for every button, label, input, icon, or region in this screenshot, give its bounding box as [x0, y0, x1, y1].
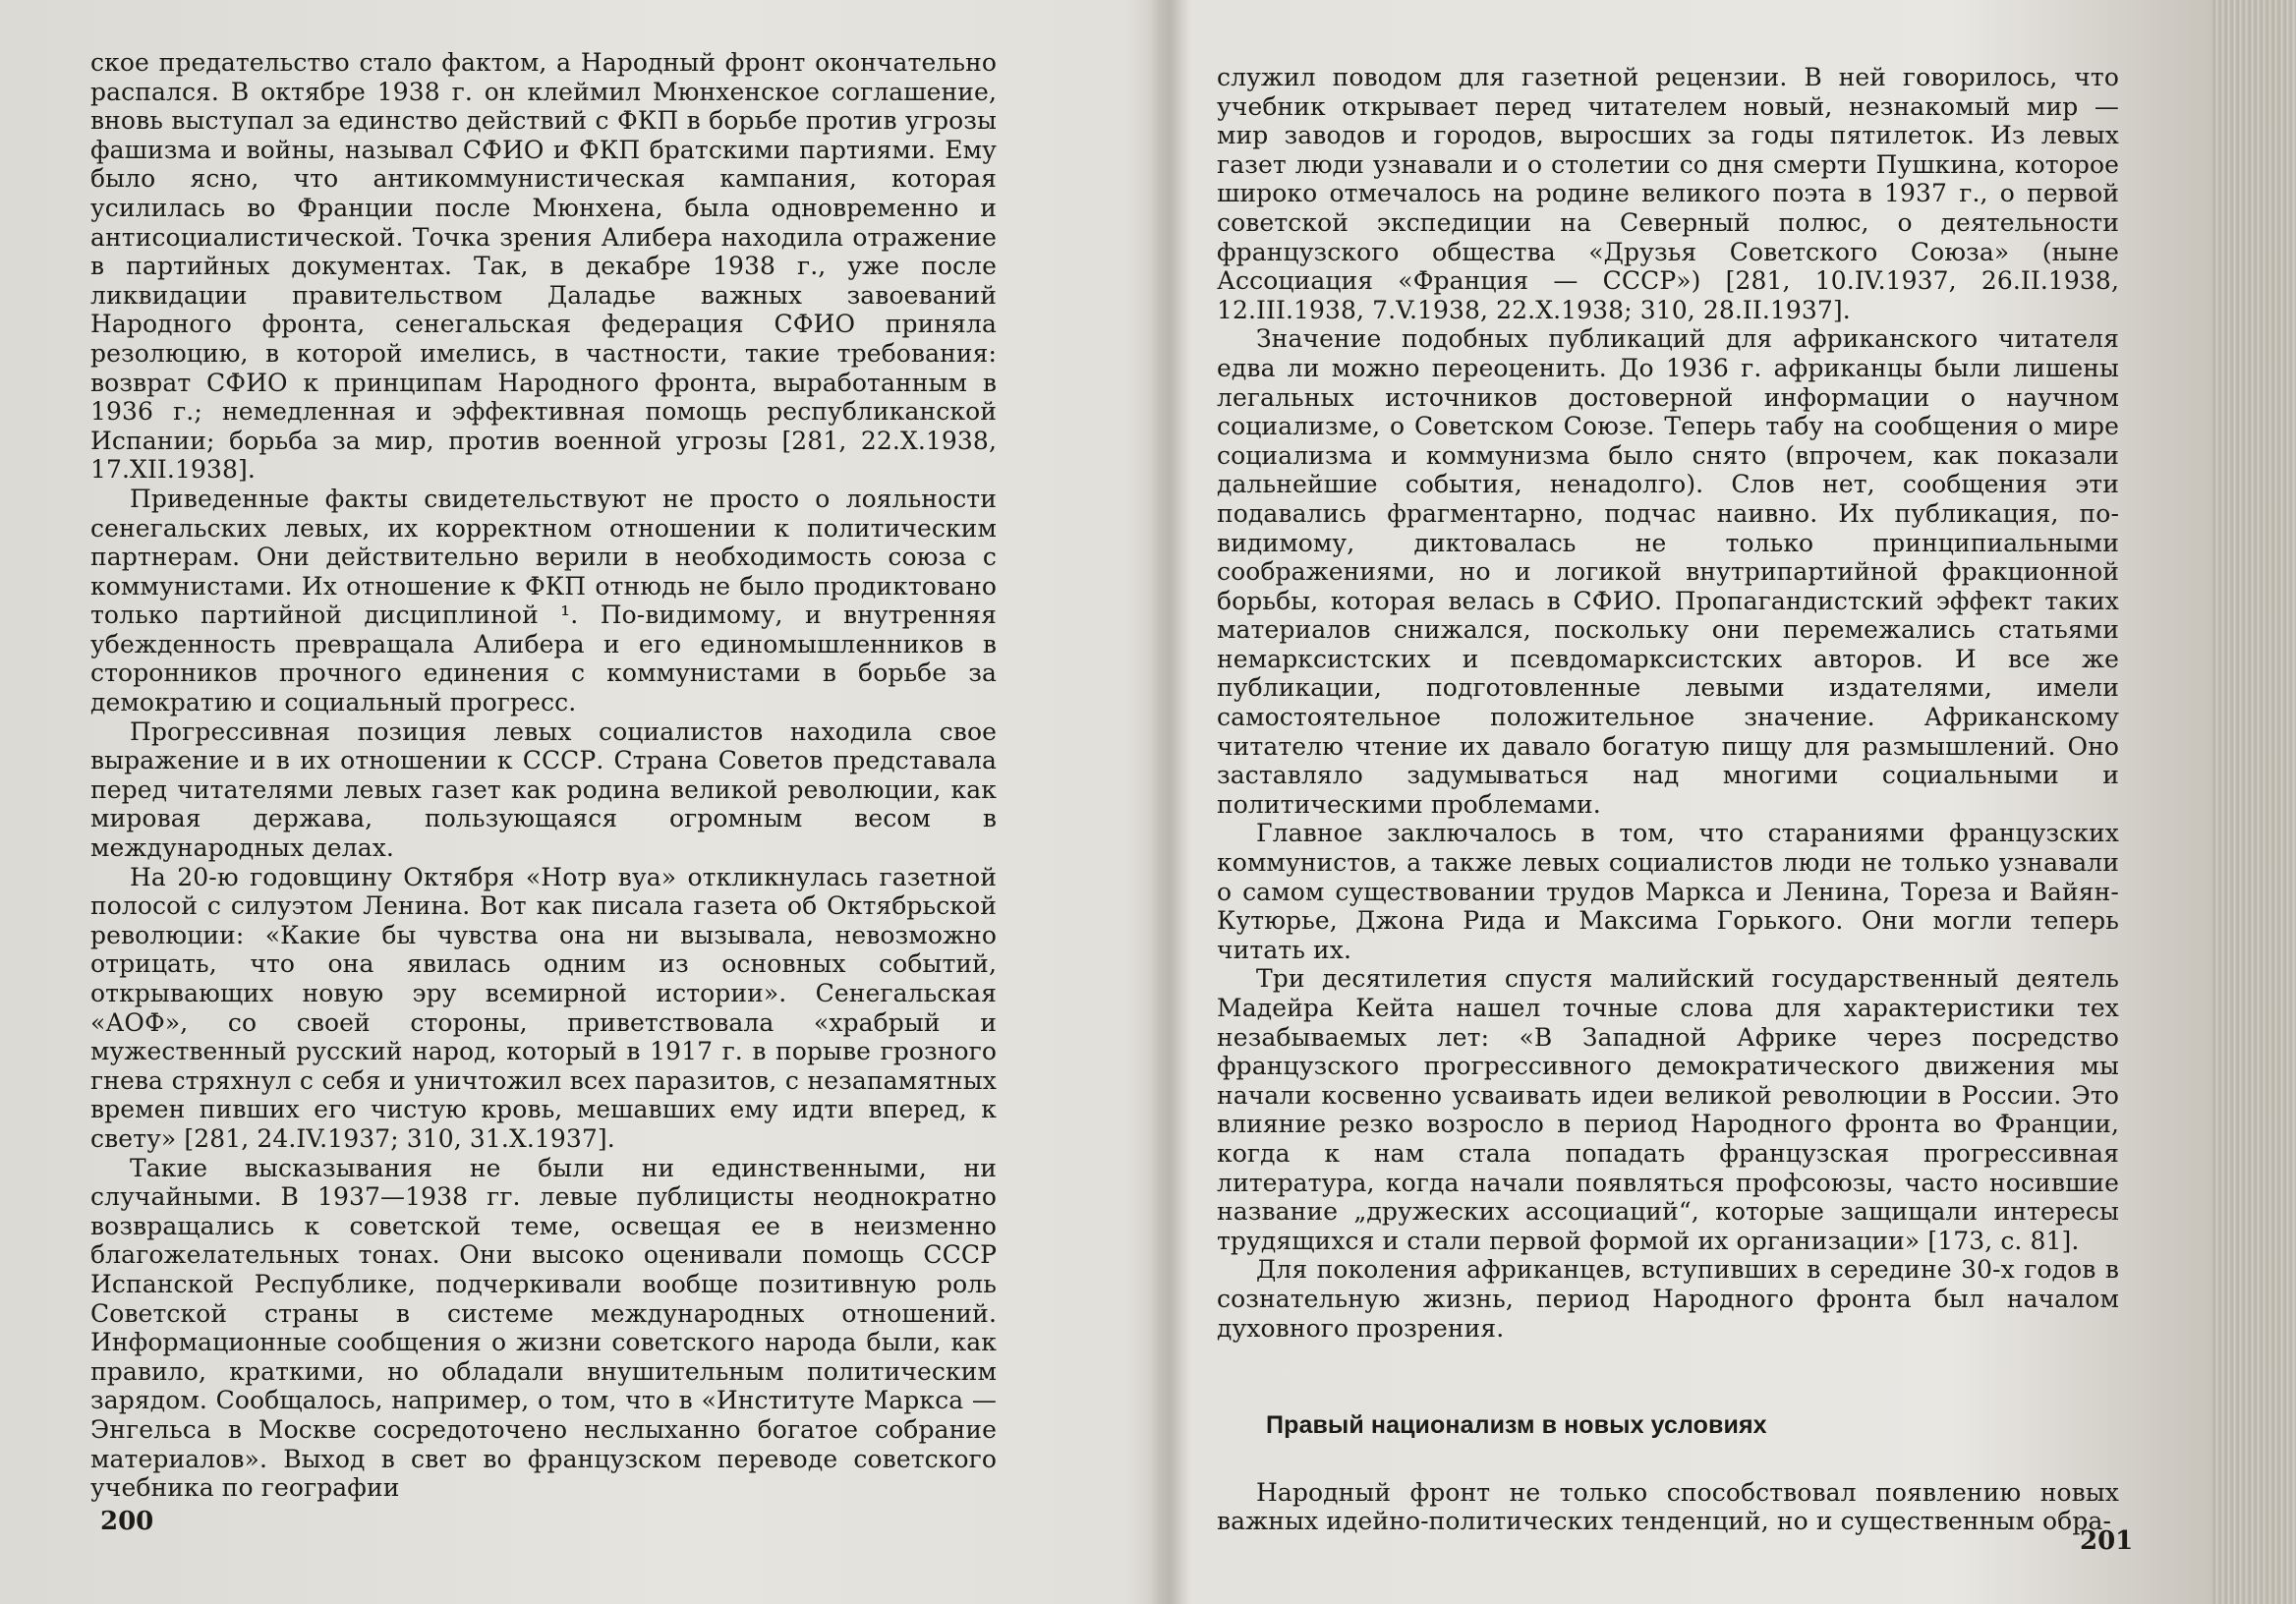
book-gutter [1150, 0, 1189, 1604]
paragraph: ское предательство стало фактом, а Народный фронт окончательно распался. В октябре 1938 г. он клеймил Мюнхенское соглашение, вновь выступал за единство действий с ФКП в борьбе против угрозы фашизма и войны, называл СФИО и ФКП братскими партиями. Ему было ясно, что антикоммунистическая кампания, которая усилилась во Франции после Мюнхена, была одновременно и антисоциалистической. Точка зрения Алибера находила отражение в партийных документах. Так, в декабре 1938 г., уже после ликвидации правительством Даладье важных завоеваний Народного фронта, сенегальская федерация СФИО приняла резолюцию, в которой имелись, в частности, такие требования: возврат СФИО к принципам Народного фронта, выработанным в 1936 г.; немедленная и эффективная помощь республиканской Испании; борьба за мир, против военной угрозы [281, 22.X.1938, 17.XII.1938]. [90, 48, 997, 485]
section-heading: Правый национализм в новых условиях [1266, 1411, 1767, 1440]
paragraph: Прогрессивная позиция левых социалистов находила свое выражение и в их отношении к СССР. Страна Советов представала перед читателями левых газет как родина великой революции, как мировая держава, пользующаяся огромным весом в международных делах. [90, 716, 997, 863]
paragraph: Главное заключалось в том, что стараниями французских коммунистов, а также левых социалистов люди не только узнавали о самом существовании трудов Маркса и Ленина, Тореза и Вайян-Кутюрье, Джона Рида и Максима Горького. Они могли теперь читать их. [1217, 819, 2119, 964]
left-page-text [90, 48, 997, 1503]
right-page-text [1217, 63, 2119, 1536]
paragraph: Для поколения африканцев, вступивших в середине 30-х годов в сознательную жизнь, период Народного фронта был началом духовного прозрения. [1217, 1255, 2119, 1343]
paragraph: служил поводом для газетной рецензии. В ней говорилось, что учебник открывает перед читателем новый, незнакомый мир — мир заводов и городов, выросших за годы пятилеток. Из левых газет люди узнавали и о столетии со дня смерти Пушкина, которое широко отмечалось на родине великого поэта в 1937 г., о первой советской экспедиции на Северный полюс, о деятельности французского общества «Друзья Советского Союза» (ныне Ассоциация «Франция — СССР») [281, 10.IV.1937, 26.II.1938, 12.III.1938, 7.V.1938, 22.X.1938; 310, 28.II.1937]. [1217, 63, 2119, 324]
paragraph: Такие высказывания не были ни единственными, ни случайными. В 1937—1938 гг. левые публицисты неоднократно возвращались к советской теме, освещая ее в неизменно благожелательных тонах. Они высоко оценивали помощь СССР Испанской Республике, подчеркивали вообще позитивную роль Советской страны в системе международных отношений. Информационные сообщения о жизни советского народа были, как правило, краткими, но обладали внушительным политическим зарядом. Сообщалось, например, о том, что в «Институте Маркса — Энгельса в Москве сосредоточено неслыханно богатое собрание материалов». Выход в свет во французском переводе советского учебника по географии [90, 1153, 997, 1503]
page-edge [2211, 0, 2296, 1604]
paragraph: Приведенные факты свидетельствуют не просто о лояльности сенегальских левых, их корректном отношении к политическим партнерам. Они действительно верили в необходимость союза с коммунистами. Их отношение к ФКП отнюдь не было продиктовано только партийной дисциплиной ¹. По-видимому, и внутренняя убежденность превращала Алибера и его единомышленников в сторонников прочного единения с коммунистами в борьбе за демократию и социальный прогресс. [90, 484, 997, 717]
page-number-left: 200 [100, 1507, 154, 1536]
page-number-right: 201 [2080, 1526, 2134, 1556]
paragraph: Значение подобных публикаций для африканского читателя едва ли можно переоценить. До 1936 г. африканцы были лишены легальных источников достоверной информации о научном социализме, о Советском Союзе. Теперь табу на сообщения о мире социализма и коммунизма было снято (впрочем, как показали дальнейшие события, ненадолго). Слов нет, сообщения эти подавались фрагментарно, подчас наивно. Их публикация, по-видимому, диктовалась не только принципиальными соображениями, но и логикой внутрипартийной фракционной борьбы, которая велась в СФИО. Пропагандистский эффект таких материалов снижался, поскольку они перемежались статьями немарксистских и псевдомарксистских авторов. И все же публикации, подготовленные левыми издателями, имели самостоятельное положительное значение. Африканскому читателю чтение их давало богатую пищу для размышлений. Оно заставляло задумываться над многими социальными и политическими проблемами. [1217, 324, 2119, 819]
paragraph: Народный фронт не только способствовал появлению новых важных идейно-политических тенденций, но и существенным обра- [1217, 1477, 2119, 1536]
paragraph: Три десятилетия спустя малийский государственный деятель Мадейра Кейта нашел точные слова для характеристики тех незабываемых лет: «В Западной Африке через посредство французского прогрессивного демократического движения мы начали косвенно усваивать идеи великой революции в России. Это влияние резко возросло в период Народного фронта во Франции, когда к нам стала попадать французская прогрессивная литература, когда начали появляться профсоюзы, часто носившие название „дружеских ассоциаций“, которые защищали интересы трудящихся и стали первой формой их организации» [173, с. 81]. [1217, 964, 2119, 1255]
paragraph: На 20-ю годовщину Октября «Нотр вуа» откликнулась газетной полосой с силуэтом Ленина. Вот как писала газета об Октябрьской революции: «Какие бы чувства она ни вызывала, невозможно отрицать, что она явилась одним из основных событий, открывающих новую эру всемирной истории». Сенегальская «АОФ», со своей стороны, приветствовала «храбрый и мужественный русский народ, который в 1917 г. в порыве грозного гнева стряхнул с себя и уничтожил всех паразитов, с незапамятных времен пивших его чистую кровь, мешавших ему идти вперед, к свету» [281, 24.IV.1937; 310, 31.X.1937]. [90, 862, 997, 1153]
